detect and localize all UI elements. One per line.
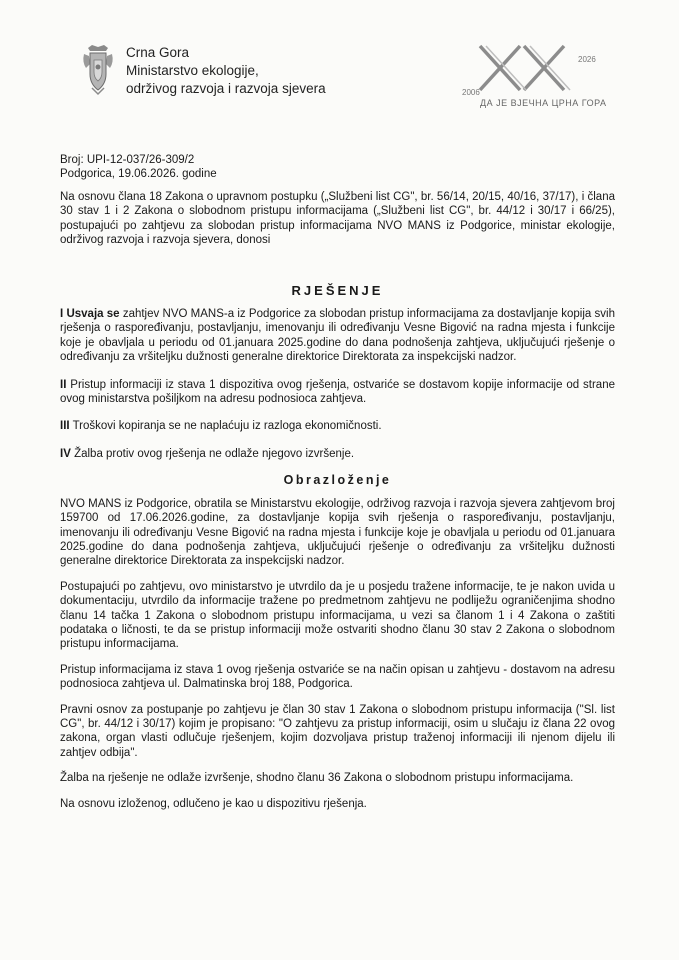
decision-item-4 — [60, 447, 615, 461]
ministry-name — [126, 44, 326, 98]
item-numeral: I — [60, 308, 64, 321]
jubilee-year-end: 2026 — [578, 55, 596, 64]
reasoning-paragraph: Pravni osnov za postupanje po zahtjevu je član 30 stav 1 Zakona o slobodnom pristupu informacija ("Sl. list CG", br. 44/12 i 30/17) kojim je propisano: "O zahtjevu za pristup informaciji, osim u slučaju iz člana 22 ovog zakona, organ vlasti odlučuje rješenjem, kojim dozvoljava pristup traženoj informaciji ili njenom dijelu ili zahtjev odbija". — [60, 703, 615, 759]
item-numeral: III — [60, 420, 70, 433]
item-text: Žalba protiv ovog rješenja ne odlaže njegovo izvršenje. — [70, 447, 355, 460]
reference-number: Broj: UPI-12-037/26-309/2 — [60, 154, 195, 166]
intro-paragraph: Na osnovu člana 18 Zakona o upravnom postupku („Službeni list CG", br. 56/14, 20/15, 40/16, 37/17), i člana 30 stav 1 i 2 Zakona o slobodnom pristupu informacijama („Službeni list CG", br. 44/12 i 30/17 i 66/25), postupajući po zahtjevu za slobodan pristup informacijama NVO MANS iz Podgorice, ministar ekologije, održivog razvoja i razvoja sjevera, donosi — [60, 191, 615, 247]
decision-item-1 — [60, 307, 615, 365]
reasoning-paragraph: Pristup informacijama iz stava 1 ovog rješenja ostvariće se na način opisan u zahtjevu - dostavom na adresu podnosioca zahtjeva ul. Dalmatinska broj 188, Podgorica. — [60, 663, 615, 691]
reasoning-paragraph: Postupajući po zahtjevu, ovo ministarstvo je utvrdilo da je u posjedu tražene informacije, te je nakon uvida u dokumentaciju, utvrdilo da informacije tražene po predmetnom zahtjevu ne podliježu ograničenjima shodno članu 14 tačka 1 Zakona o slobodnom pristupu informacijama, u vezi sa članom 1 i 4 Zakona o zaštiti podataka o ličnosti, te da se pristup informaciji može ostvariti shodno članu 30 stav 2 Zakona o slobodnom pristupu informacijama. — [60, 580, 615, 651]
item-text: Pristup informaciji iz stava 1 dispozitiva ovog rješenja, ostvariće se dostavom kopije informacije od strane ovog ministarstva pošiljkom na adresu podnosioca zahtjeva. — [60, 378, 615, 406]
ministry-line-name: Ministarstvo ekologije, — [126, 63, 259, 78]
decision-item-2 — [60, 378, 615, 407]
ministry-line-country: Crna Gora — [126, 45, 190, 60]
ministry-line-name-cont: održivog razvoja i razvoja sjevera — [126, 81, 326, 96]
place-date: Podgorica, 19.06.2026. godine — [60, 168, 217, 180]
document-body — [60, 190, 615, 811]
decision-item-3 — [60, 419, 615, 433]
jubilee-year-start: 2006 — [462, 88, 480, 97]
item-text: zahtjev NVO MANS-a iz Podgorice za slobodan pristup informacijama za dostavljanje kopija svih rješenja o raspoređivanju, postavljanju, imenovanju ili određivanju Vesne Bigović na radna mjesta i funkcije koje je obavljala u periodu od 01.januara 2025.godine do dana podnošenja zahtjeva, uključujući rješenje o određivanju za vršiteljku dužnosti generalne direktorice Direktorata za inspekcijski nadzor. — [60, 308, 615, 364]
reasoning-paragraph: Žalba na rješenje ne odlaže izvršenje, shodno članu 36 Zakona o slobodnom pristupu informacijama. — [60, 772, 574, 785]
coat-of-arms-icon — [80, 44, 116, 96]
item-numeral: IV — [60, 447, 71, 460]
decision-title: RJEŠENJE — [291, 282, 384, 298]
reasoning-paragraph: NVO MANS iz Podgorice, obratila se Ministarstvu ekologije, održivog razvoja i razvoja sjevera zahtjevom broj 159700 od 17.06.2026.godine, za dostavljanje kopija svih rješenja o raspoređivanju, postavljanju, imenovanju ili određivanju Vesne Bigović na radna mjesta i funkcije koje je obavljala u periodu od 01.januara 2025.godine do dana podnošenja zahtjeva, uključujući rješenje o određivanju za vršiteljku dužnosti generalne direktorice Direktorata za inspekcijski nadzor. — [60, 497, 615, 568]
reasoning-paragraph: Na osnovu izloženog, odlučeno je kao u dispozitivu rješenja. — [60, 797, 367, 810]
reasoning-title: Obrazloženje — [283, 473, 392, 488]
item-text: Troškovi kopiranja se ne naplaćuju iz razloga ekonomičnosti. — [69, 420, 382, 433]
item-numeral: II — [60, 378, 67, 391]
item-lead: Usvaja se — [66, 308, 120, 321]
document-meta — [60, 153, 217, 181]
jubilee-motto: ДА ЈЕ ВЈЕЧНА ЦРНА ГОРА — [480, 98, 607, 108]
